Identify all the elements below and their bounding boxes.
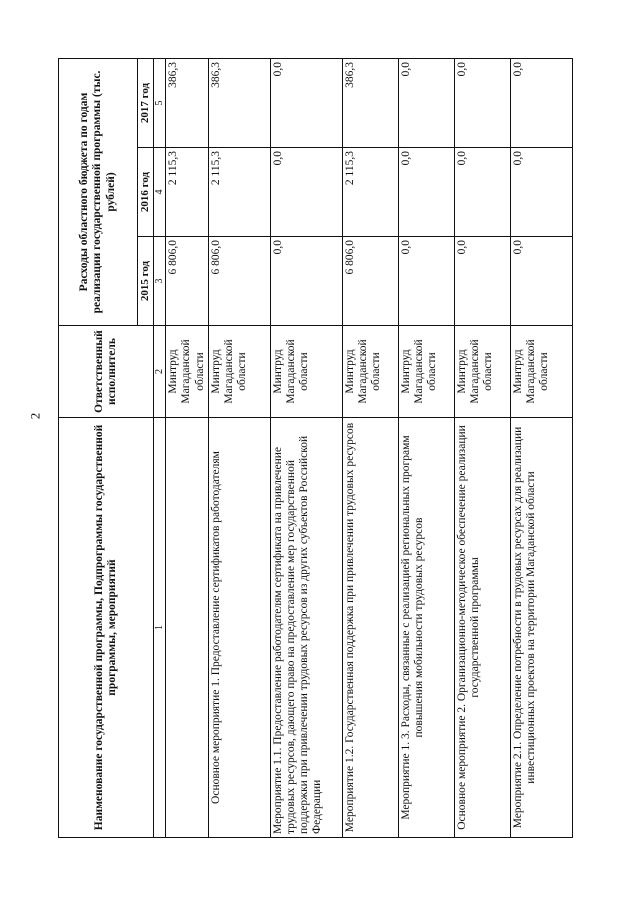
table-row — [270, 58, 342, 837]
row-2016: 0,0 — [454, 148, 510, 237]
row-name: Мероприятие 1. 3. Расходы, связанные с реализацией региональных программ повышения мобильности трудовых ресурсов — [398, 418, 454, 838]
header-name: Наименование государственной программы, Подпрограммы государственной программы, мероприятий — [59, 418, 154, 838]
table-row — [398, 58, 454, 837]
row-executor: Минтруд Магаданской области — [166, 326, 209, 418]
index-cell: 5 — [153, 58, 166, 147]
row-executor: Минтруд Магаданской области — [208, 326, 270, 418]
row-name: Мероприятие 1.2. Государственная поддержка при привлечении трудовых ресурсов — [342, 418, 398, 838]
row-executor: Минтруд Магаданской области — [454, 326, 510, 418]
row-executor: Минтруд Магаданской области — [270, 326, 342, 418]
row-name: Основное мероприятие 1. Предоставление сертификатов работодателям — [208, 418, 270, 838]
row-2017: 0,0 — [510, 58, 572, 147]
budget-table — [58, 58, 573, 838]
row-2016: 0,0 — [398, 148, 454, 237]
index-cell: 2 — [153, 326, 166, 418]
table-row — [342, 58, 398, 837]
rotated-table-wrapper — [58, 58, 551, 838]
index-row — [153, 58, 166, 837]
row-2017: 386,3 — [208, 58, 270, 147]
row-2015: 6 806,0 — [342, 237, 398, 326]
row-2016: 0,0 — [510, 148, 572, 237]
table-row — [454, 58, 510, 837]
row-2015: 6 806,0 — [208, 237, 270, 326]
row-2015: 0,0 — [398, 237, 454, 326]
row-2017: 386,3 — [166, 58, 209, 147]
row-2015: 0,0 — [510, 237, 572, 326]
row-2017: 386,3 — [342, 58, 398, 147]
row-2017: 0,0 — [454, 58, 510, 147]
row-2015: 0,0 — [454, 237, 510, 326]
row-2015: 6 806,0 — [166, 237, 209, 326]
page-number: 2 — [27, 412, 43, 420]
index-cell: 4 — [153, 148, 166, 237]
header-row — [59, 58, 138, 837]
header-expenses: Расходы областного бюджета по годам реализации государственной программы (тыс. рублей) — [59, 58, 138, 325]
table-row — [510, 58, 572, 837]
header-year-2017: 2017 год — [138, 58, 154, 147]
header-year-2016: 2016 год — [138, 148, 154, 237]
row-name: Основное мероприятие 2. Организационно-методическое обеспечение реализации государственной программы — [454, 418, 510, 838]
row-name: Мероприятие 2.1. Определение потребности в трудовых ресурсах для реализации инвестиционных проектов на территории Магаданской области — [510, 418, 572, 838]
row-name: Мероприятие 1.1. Предоставление работодателям сертификата на привлечение трудовых ресурсов, дающего право на предоставление мер государственной поддержки при привлечении трудовых ресурсов из других субъектов Российской Федерации — [270, 418, 342, 838]
row-2016: 2 115,3 — [166, 148, 209, 237]
row-2017: 0,0 — [398, 58, 454, 147]
row-2015: 0,0 — [270, 237, 342, 326]
row-2016: 2 115,3 — [208, 148, 270, 237]
row-2016: 0,0 — [270, 148, 342, 237]
index-cell: 1 — [153, 418, 166, 838]
row-name — [166, 418, 209, 838]
header-executor: Ответственный исполнитель — [59, 326, 154, 418]
row-2017: 0,0 — [270, 58, 342, 147]
row-2016: 2 115,3 — [342, 148, 398, 237]
row-executor: Минтруд Магаданской области — [342, 326, 398, 418]
row-executor: Минтруд Магаданской области — [398, 326, 454, 418]
table-row — [166, 58, 209, 837]
table-row — [208, 58, 270, 837]
header-year-2015: 2015 год — [138, 237, 154, 326]
row-executor: Минтруд Магаданской области — [510, 326, 572, 418]
index-cell: 3 — [153, 237, 166, 326]
